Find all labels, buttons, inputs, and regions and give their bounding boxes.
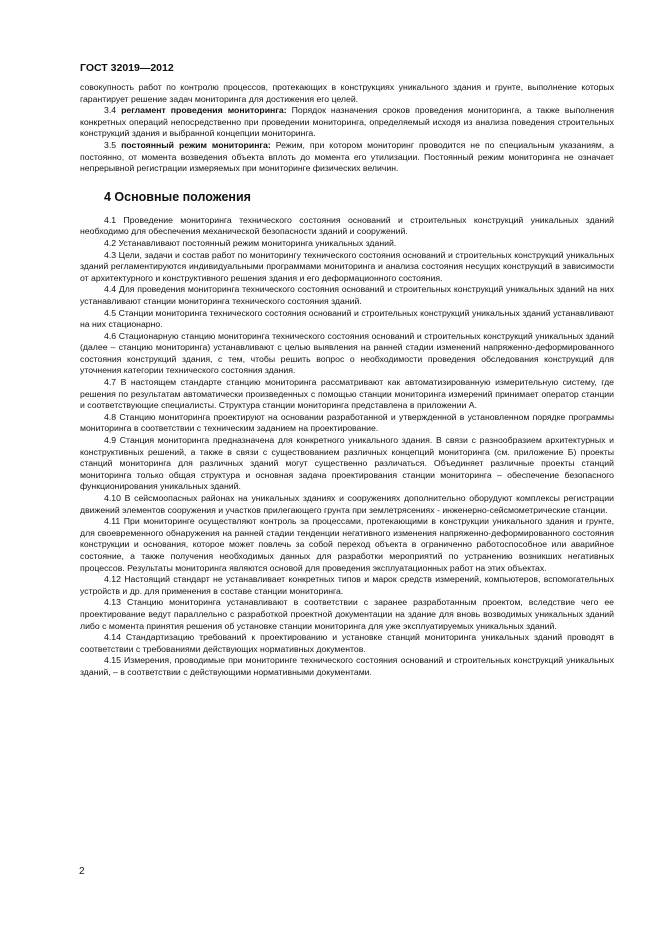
paragraph-3-4-text: Порядок назначения сроков проведения мониторинга, а также выполнения конкретных операций непосредственно при проведении мониторинга, определяемый исходя из анализа поведения строительных конструкций здания и выбранной концепции мониторинга. (80, 105, 614, 139)
section-title: 4 Основные положения (104, 189, 251, 204)
paragraph-4-4: 4.4 Для проведения мониторинга технического состояния оснований и строительных конструкций уникальных зданий на них устанавливают станции мониторинга технического состояния зданий. (80, 284, 614, 306)
paragraph-4-5: 4.5 Станции мониторинга технического состояния оснований и строительных конструкций уникальных зданий устанавливают на них стационарно. (80, 307, 614, 330)
paragraph-3-4 (80, 105, 614, 140)
paragraph-3-4-number: 3.4 (104, 105, 117, 116)
term-monitoring-regulation: регламент проведения мониторинга: (121, 105, 287, 116)
paragraph-4-9: 4.9 Станция мониторинга предназначена для конкретного уникального здания. В связи с разнообразием архитектурных и конструктивных решений, а также в связи с существованием различных концепций мониторинга (см. приложение Б) проекты станций мониторинга для различных зданий могут существенно различаться. Объединяет различные проекты станций мониторинга только общая структура и основная задача проектирования станции мониторинга – обеспечение безопасного функционирования уникальных зданий. (80, 435, 614, 492)
paragraph-3-5-text: Режим, при котором мониторинг проводится не по специальным указаниям, а постоянно, от момента возведения объекта вплоть до момента его утилизации. Постоянный режим мониторинга не означает непрерывной регистрации измеряемых при мониторинге физических величин. (80, 139, 614, 174)
paragraph-4-10: 4.10 В сейсмоопасных районах на уникальных зданиях и сооружениях дополнительно оборудуют комплексы регистрации движений элементов сооружения и участков прилегающего грунта при землетрясениях - инженерно-сейсмометрические станции. (80, 493, 614, 515)
paragraph-4-14: 4.14 Стандартизацию требований к проектированию и установке станций мониторинга уникальных зданий проводят в соответствии с требованиями действующих нормативных документов. (80, 632, 614, 654)
paragraph-4-3: 4.3 Цели, задачи и состав работ по мониторингу технического состояния оснований и строительных конструкций уникальных зданий регламентируются индивидуальными программами мониторинга и анализа состояния несущих конструкций в зависимости от архитектурного и конструктивного решения здания и его деформационного состояния. (80, 249, 614, 283)
paragraph-4-12: 4.12 Настоящий стандарт не устанавливает конкретных типов и марок средств измерений, компьютеров, вспомогательных устройств и др. для применения в составе станции мониторинга. (80, 574, 614, 596)
paragraph-4-11: 4.11 При мониторинге осуществляют контроль за процессами, протекающими в конструкции уникального здания и грунте, для своевременного обнаружения на ранней стадии тенденции негативного изменения напряженно-деформированного состояния конструкции и основания, которое может повлечь за собой переход объекта в ограниченно работоспособное или аварийное состояние, а также получения необходимых данных для разработки мероприятий по устранению возникших негативных процессов. Результаты мониторинга являются основой для проведения эксплуатационных работ на этих объектах. (80, 516, 614, 573)
paragraph-4-15: 4.15 Измерения, проводимые при мониторинге технического состояния оснований и строительных конструкций уникальных зданий, – в соответствии с действующими нормативными документами. (80, 655, 614, 677)
term-constant-monitoring-mode: постоянный режим мониторинга: (121, 139, 271, 150)
paragraph-4-13: 4.13 Станцию мониторинга устанавливают в соответствии с заранее разработанным проектом, вследствие чего ее проектирование ведут параллельно с разработкой проектной документации на здание для вновь возводимых уникальных зданий либо с момента принятия решения об установке станции мониторинга для уже эксплуатируемых уникальных зданий. (80, 597, 614, 631)
paragraph-3-5-number: 3.5 (104, 139, 117, 150)
paragraph-4-6: 4.6 Стационарную станцию мониторинга технического состояния оснований и строительных конструкций уникальных зданий (далее – станцию мониторинга) устанавливают с целью выявления на ранней стадии изменений напряженно-деформированного состояния конструкций здания, с тем, чтобы решить вопрос о необходимости проведения обследования конструкций для уточнения категории технического состояния здания. (80, 330, 614, 376)
page-number: 2 (79, 866, 85, 877)
paragraph-4-2: 4.2 Устанавливают постоянный режим мониторинга уникальных зданий. (104, 237, 397, 248)
paragraph-4-1: 4.1 Проведение мониторинга технического состояния оснований и строительных конструкций уникальных зданий необходимо для обеспечения механической безопасности зданий и сооружений. (80, 214, 614, 237)
paragraph-4-7: 4.7 В настоящем стандарте станцию мониторинга рассматривают как автоматизированную измерительную систему, где решения по результатам автоматически произведенных с помощью станции мониторинга измерений принимает оператор станции и соответствующие специалисты. Структура станции мониторинга представлена в приложении А. (80, 377, 614, 411)
paragraph-4-8: 4.8 Станцию мониторинга проектируют на основании разработанной и утвержденной в установленном порядке программы мониторинга в соответствии с техническим заданием на проектирование. (80, 411, 614, 434)
paragraph-3-3-continuation: совокупность работ по контролю процессов, протекающих в конструкциях уникального здания и грунте, выполнение которых гарантирует решение задач мониторинга для достижения его целей. (80, 82, 614, 104)
standard-code-header: ГОСТ 32019—2012 (80, 62, 174, 74)
document-page (80, 62, 614, 679)
paragraph-3-5 (80, 140, 614, 175)
